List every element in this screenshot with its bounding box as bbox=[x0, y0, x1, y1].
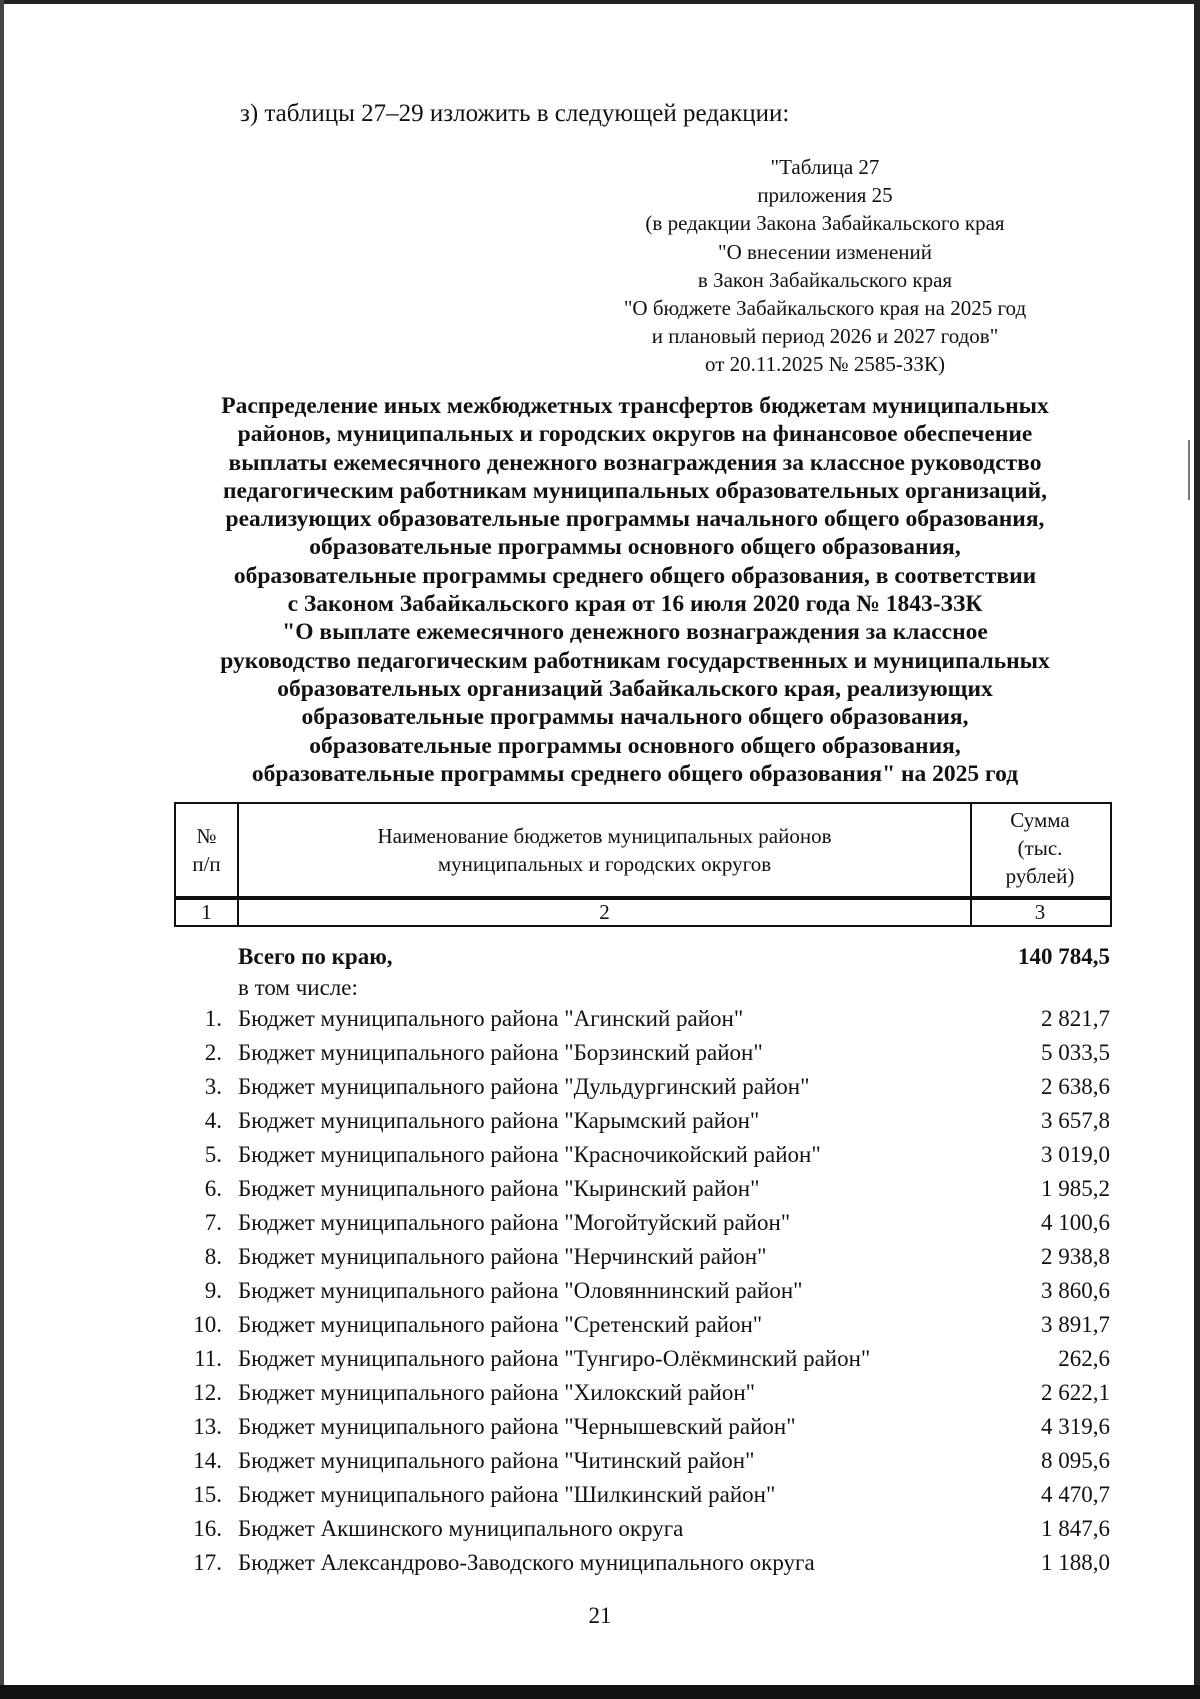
column-number-2: 2 bbox=[599, 900, 610, 924]
column-number-1: 1 bbox=[201, 900, 212, 924]
row-name: Бюджет муниципального района "Шилкинский район" bbox=[238, 1482, 776, 1507]
row-name: Бюджет муниципального района "Чернышевский район" bbox=[238, 1414, 796, 1439]
header-col-sum: Сумма (тыс. рублей) bbox=[1005, 808, 1075, 888]
title-line: педагогическим работникам муниципальных образовательных организаций, bbox=[222, 477, 1048, 504]
row-amount: 3 019,0 bbox=[1041, 1142, 1110, 1167]
table-row bbox=[160, 1444, 1110, 1478]
stamp-line: "О внесении изменений bbox=[718, 239, 932, 264]
title-line: образовательные программы среднего общего образования" на 2025 год bbox=[251, 760, 1019, 787]
row-amount: 4 100,6 bbox=[1041, 1210, 1110, 1235]
row-name: Бюджет муниципального района "Сретенский район" bbox=[238, 1312, 763, 1337]
table-row bbox=[160, 1274, 1110, 1308]
row-amount: 1 985,2 bbox=[1041, 1176, 1110, 1201]
row-amount: 5 033,5 bbox=[1041, 1040, 1110, 1065]
row-number: 12. bbox=[193, 1380, 222, 1405]
subtotal-caption-row bbox=[160, 973, 1110, 1002]
row-number: 10. bbox=[193, 1312, 222, 1337]
row-number: 6. bbox=[204, 1176, 222, 1201]
table-header bbox=[174, 802, 1112, 927]
table-row bbox=[160, 1206, 1110, 1240]
column-number-3: 3 bbox=[1034, 900, 1046, 924]
row-number: 3. bbox=[204, 1074, 222, 1099]
total-amount: 140 784,5 bbox=[1018, 944, 1110, 969]
row-amount: 262,6 bbox=[1058, 1346, 1110, 1371]
row-amount: 4 470,7 bbox=[1041, 1482, 1110, 1507]
row-number: 4. bbox=[204, 1108, 222, 1133]
intro-text: з) таблицы 27–29 изложить в следующей редакции: bbox=[240, 100, 790, 127]
title-line: образовательные программы основного общего образования, bbox=[309, 732, 961, 759]
row-name: Бюджет муниципального района "Кыринский район" bbox=[238, 1176, 760, 1201]
row-amount: 3 657,8 bbox=[1041, 1108, 1110, 1133]
row-number: 13. bbox=[193, 1414, 222, 1439]
row-amount: 1 188,0 bbox=[1041, 1550, 1110, 1575]
stamp-line: от 20.11.2025 № 2585-ЗЗК) bbox=[705, 352, 945, 377]
stamp-line: "О бюджете Забайкальского края на 2025 год bbox=[623, 296, 1027, 321]
table-row bbox=[160, 1478, 1110, 1512]
table-row bbox=[160, 1138, 1110, 1172]
row-number: 8. bbox=[204, 1244, 222, 1269]
scan-edge-top bbox=[0, 0, 1200, 4]
row-number: 11. bbox=[194, 1346, 222, 1371]
table-row bbox=[160, 1240, 1110, 1274]
table-reference-stamp bbox=[520, 153, 1130, 379]
row-amount: 4 319,6 bbox=[1041, 1414, 1110, 1439]
document-title bbox=[160, 392, 1110, 788]
row-amount: 2 638,6 bbox=[1041, 1074, 1110, 1099]
table-row bbox=[160, 1342, 1110, 1376]
header-col-no: № п/п bbox=[192, 824, 221, 876]
row-name: Бюджет муниципального района "Тунгиро-Олёкминский район" bbox=[238, 1346, 871, 1371]
row-amount: 3 891,7 bbox=[1041, 1312, 1110, 1337]
title-line: образовательные программы основного общего образования, bbox=[309, 534, 961, 561]
title-line: образовательные программы среднего общего образования, в соответствии bbox=[233, 562, 1037, 589]
title-line: руководство педагогическим работникам государственных и муниципальных bbox=[220, 647, 1050, 674]
scan-edge-left bbox=[0, 0, 4, 1699]
row-name: Бюджет муниципального района "Хилокский район" bbox=[238, 1380, 756, 1405]
title-line: с Законом Забайкальского края от 16 июля 2020 года № 1843-ЗЗК bbox=[287, 591, 983, 618]
title-line: образовательных организаций Забайкальского края, реализующих bbox=[277, 675, 993, 702]
table-row bbox=[160, 1002, 1110, 1036]
subtotal-caption: в том числе: bbox=[238, 975, 358, 1000]
row-name: Бюджет муниципального района "Нерчинский район" bbox=[238, 1244, 767, 1269]
table-row bbox=[160, 1512, 1110, 1546]
table-row bbox=[160, 1070, 1110, 1104]
title-line: образовательные программы начального общего образования, bbox=[301, 704, 969, 731]
row-number: 5. bbox=[204, 1142, 222, 1167]
row-name: Бюджет муниципального района "Красночикойский район" bbox=[238, 1142, 821, 1167]
row-number: 1. bbox=[204, 1006, 222, 1031]
row-number: 16. bbox=[193, 1516, 222, 1541]
scan-edge-right bbox=[1194, 0, 1200, 1699]
row-name: Бюджет муниципального района "Борзинский район" bbox=[238, 1040, 763, 1065]
row-amount: 2 821,7 bbox=[1041, 1006, 1110, 1031]
table-row bbox=[160, 1410, 1110, 1444]
row-amount: 2 938,8 bbox=[1041, 1244, 1110, 1269]
row-number: 9. bbox=[204, 1278, 222, 1303]
row-amount: 1 847,6 bbox=[1041, 1516, 1110, 1541]
row-number: 7. bbox=[204, 1210, 222, 1235]
row-amount: 2 622,1 bbox=[1041, 1380, 1110, 1405]
title-line: районов, муниципальных и городских округов на финансовое обеспечение bbox=[237, 421, 1033, 448]
row-name: Бюджет муниципального района "Агинский район" bbox=[238, 1006, 744, 1031]
stamp-line: в Закон Забайкальского края bbox=[697, 267, 953, 292]
row-name: Бюджет муниципального района "Оловяннинский район" bbox=[238, 1278, 803, 1303]
table-row bbox=[160, 1036, 1110, 1070]
total-label: Всего по краю, bbox=[238, 944, 393, 969]
table-row bbox=[160, 1546, 1110, 1580]
row-number: 2. bbox=[204, 1040, 222, 1065]
row-name: Бюджет Александрово-Заводского муниципального округа bbox=[238, 1550, 815, 1575]
row-name: Бюджет муниципального района "Дульдургинский район" bbox=[238, 1074, 810, 1099]
row-name: Бюджет Акшинского муниципального округа bbox=[238, 1516, 684, 1541]
row-number: 15. bbox=[193, 1482, 222, 1507]
row-amount: 8 095,6 bbox=[1041, 1448, 1110, 1473]
row-name: Бюджет муниципального района "Карымский район" bbox=[238, 1108, 760, 1133]
title-line: выплаты ежемесячного денежного вознаграждения за классное руководство bbox=[228, 449, 1042, 476]
table-row bbox=[160, 1104, 1110, 1138]
table-row bbox=[160, 1172, 1110, 1206]
row-name: Бюджет муниципального района "Могойтуйский район" bbox=[238, 1210, 791, 1235]
total-row bbox=[160, 940, 1110, 973]
stamp-line: приложения 25 bbox=[757, 183, 893, 208]
stamp-line: и плановый период 2026 и 2027 годов" bbox=[651, 324, 999, 349]
table-row bbox=[160, 1308, 1110, 1342]
header-col-name: Наименование бюджетов муниципальных районов муниципальных и городских округов bbox=[377, 824, 832, 876]
page-number: 21 bbox=[588, 1603, 612, 1628]
row-name: Бюджет муниципального района "Читинский район" bbox=[238, 1448, 755, 1473]
stamp-line: "Таблица 27 bbox=[770, 155, 880, 179]
row-number: 17. bbox=[193, 1550, 222, 1575]
title-line: реализующих образовательные программы начального общего образования, bbox=[225, 506, 1045, 533]
scan-artifact bbox=[1188, 440, 1190, 500]
stamp-line: (в редакции Закона Забайкальского края bbox=[645, 211, 1005, 236]
table-row bbox=[160, 1376, 1110, 1410]
title-line: "О выплате ежемесячного денежного вознаграждения за классное bbox=[282, 619, 988, 646]
row-amount: 3 860,6 bbox=[1041, 1278, 1110, 1303]
scan-edge-bottom bbox=[0, 1685, 1200, 1699]
title-line: Распределение иных межбюджетных трансфертов бюджетам муниципальных bbox=[221, 393, 1049, 419]
table-body bbox=[160, 940, 1110, 1580]
row-number: 14. bbox=[193, 1448, 222, 1473]
